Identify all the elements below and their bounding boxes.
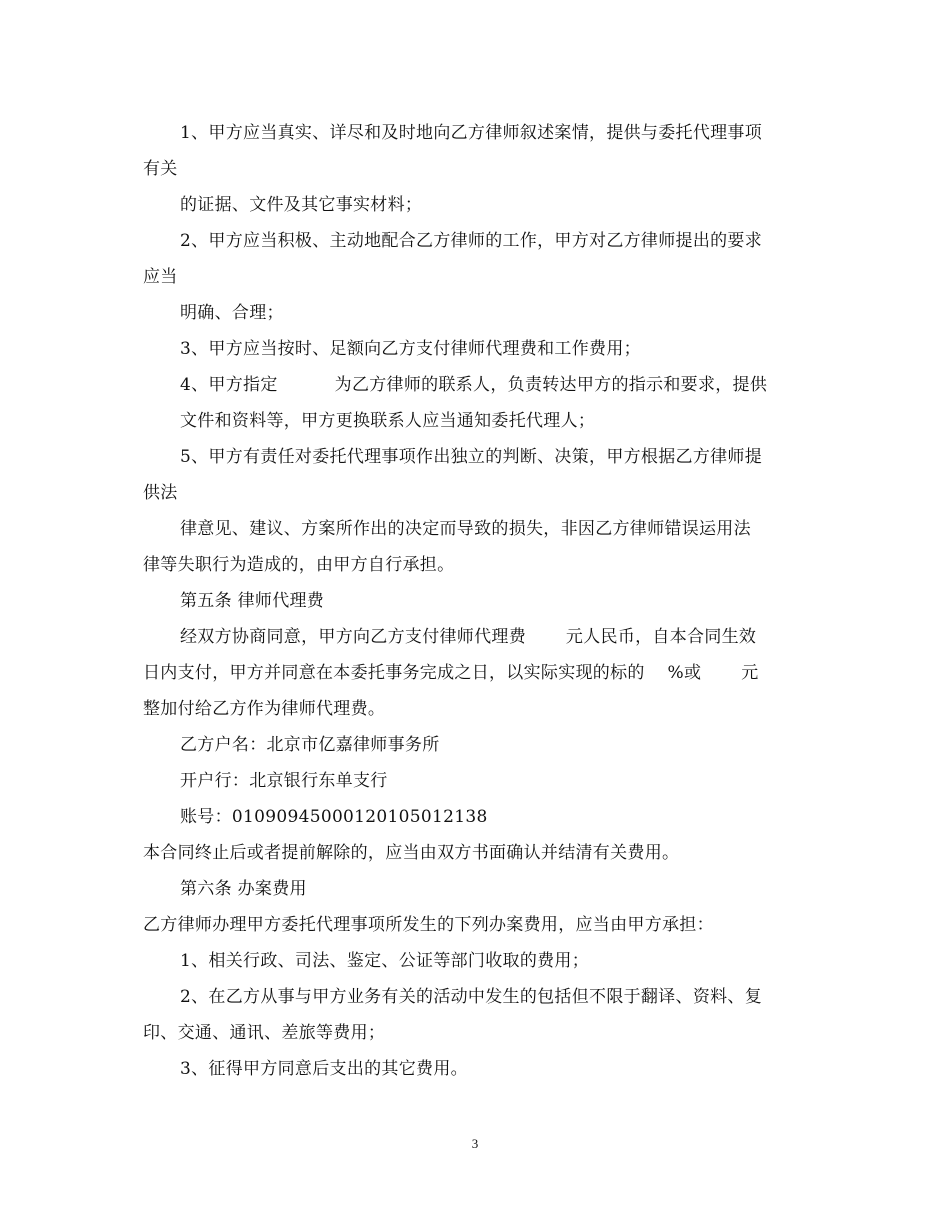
text-line: 明确、合理；	[180, 303, 284, 323]
text-line: 乙方律师办理甲方委托代理事项所发生的下列办案费用，应当由甲方承担：	[143, 915, 714, 935]
text-line: 日内支付，甲方并同意在本委托事务完成之日，以实际实现的标的 %或 元	[143, 663, 759, 683]
text-line: 经双方协商同意，甲方向乙方支付律师代理费 元人民币，自本合同生效	[180, 627, 757, 647]
text-line: 律等失职行为造成的，由甲方自行承担。	[143, 555, 455, 575]
text-line: 2、在乙方从事与甲方业务有关的活动中发生的包括但不限于翻译、资料、复	[180, 987, 763, 1007]
text-line: 5、甲方有责任对委托代理事项作出独立的判断、决策，甲方根据乙方律师提	[180, 447, 763, 467]
text-line: 印、交通、通讯、差旅等费用；	[143, 1023, 386, 1043]
text-line: 2、甲方应当积极、主动地配合乙方律师的工作，甲方对乙方律师提出的要求	[180, 231, 763, 251]
text-line: 1、相关行政、司法、鉴定、公证等部门收取的费用；	[180, 951, 590, 971]
account-number-line: 账号：01090945000120105012138	[180, 807, 488, 827]
text-line: 4、甲方指定 为乙方律师的联系人，负责转达甲方的指示和要求，提供	[180, 375, 768, 395]
text-line: 的证据、文件及其它事实材料；	[180, 195, 423, 215]
text-line: 本合同终止后或者提前解除的，应当由双方书面确认并结清有关费用。	[143, 843, 680, 863]
text-line: 3、征得甲方同意后支出的其它费用。	[180, 1059, 468, 1079]
text-line: 文件和资料等，甲方更换联系人应当通知委托代理人；	[180, 411, 596, 431]
text-line: 整加付给乙方作为律师代理费。	[143, 699, 386, 719]
text-line: 应当	[143, 267, 178, 287]
account-name-line: 乙方户名：北京市亿嘉律师事务所	[180, 735, 440, 755]
section-heading: 第六条 办案费用	[180, 879, 307, 899]
text-line: 3、甲方应当按时、足额向乙方支付律师代理费和工作费用；	[180, 339, 641, 359]
text-line: 律意见、建议、方案所作出的决定而导致的损失，非因乙方律师错误运用法	[180, 519, 751, 539]
text-line: 1、甲方应当真实、详尽和及时地向乙方律师叙述案情，提供与委托代理事项	[180, 123, 763, 143]
bank-line: 开户行：北京银行东单支行	[180, 771, 388, 791]
text-line: 供法	[143, 483, 178, 503]
page-number: 3	[471, 1136, 479, 1151]
text-line: 有关	[143, 159, 178, 179]
section-heading: 第五条 律师代理费	[180, 591, 325, 611]
